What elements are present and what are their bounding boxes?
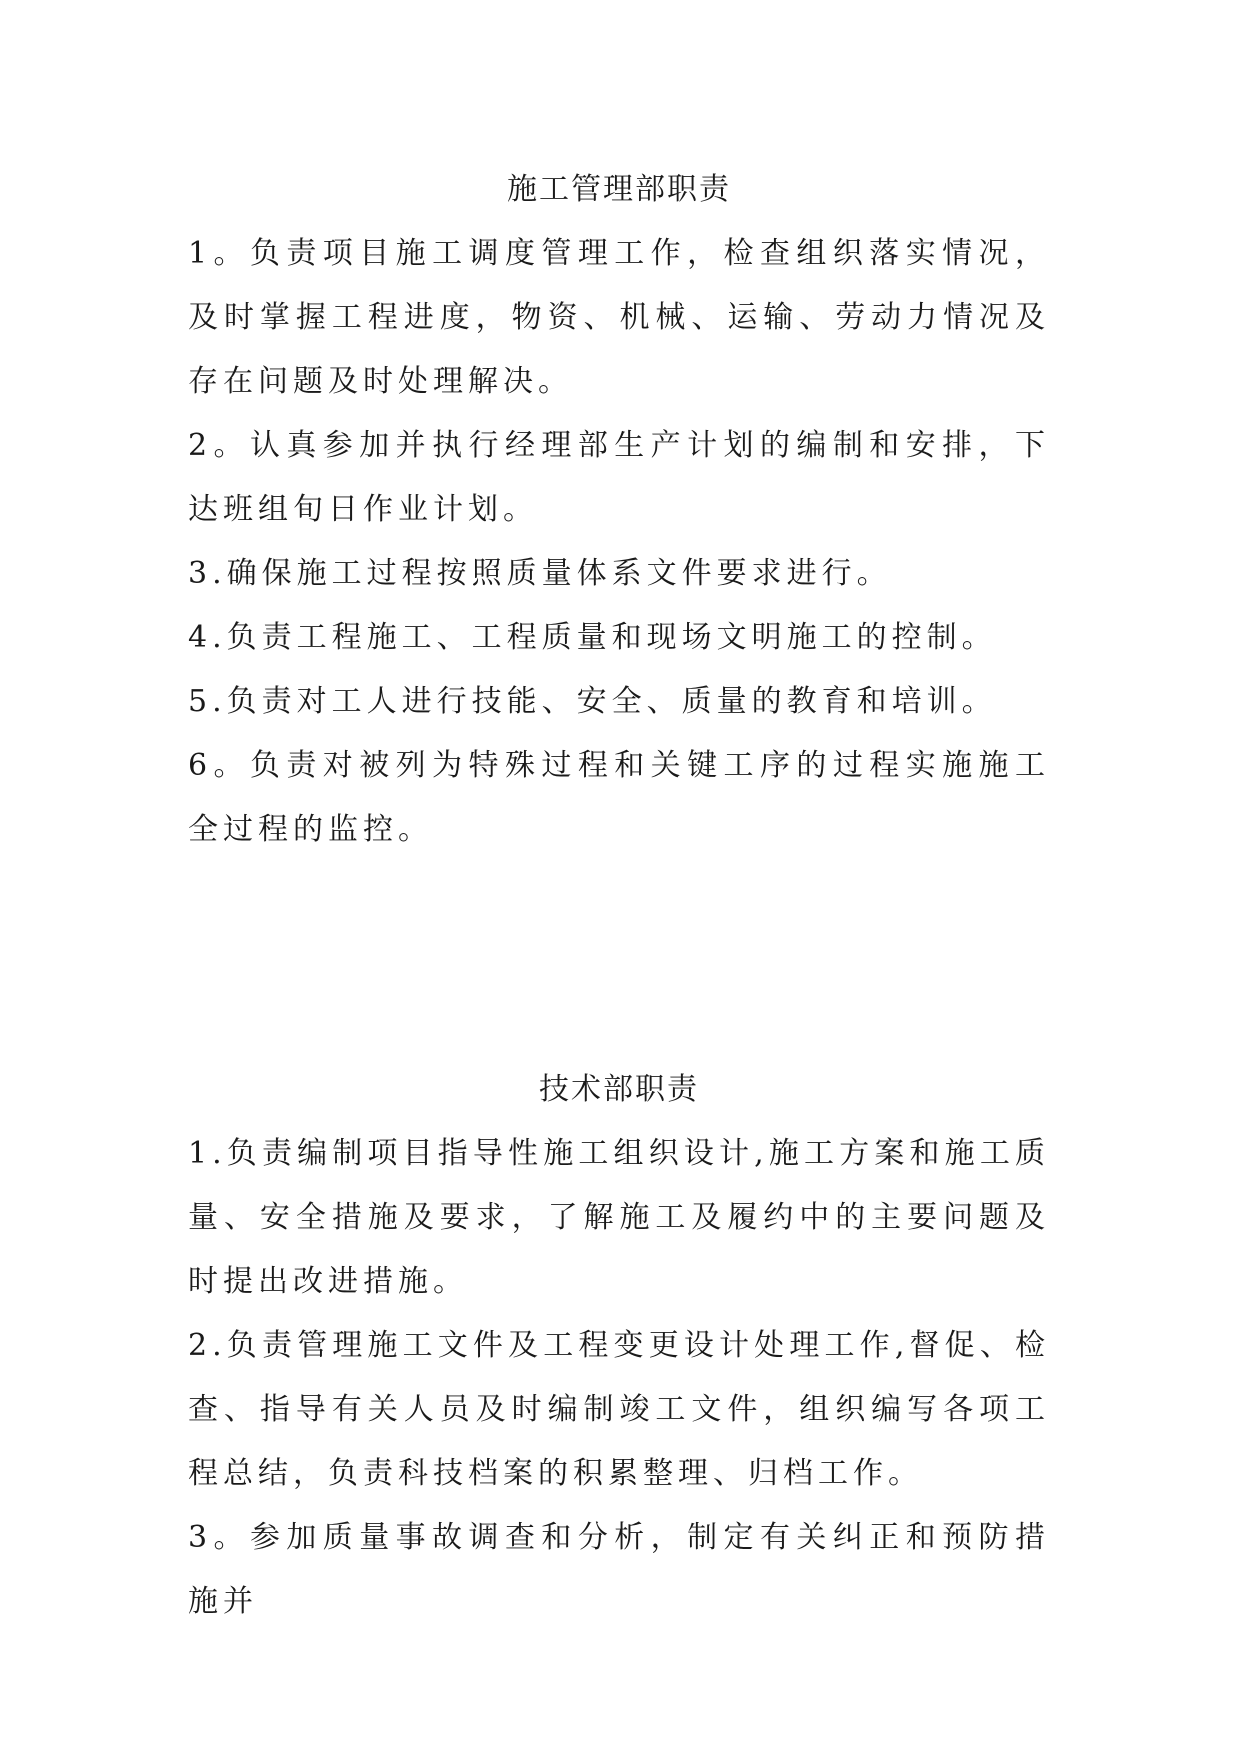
duty-item: 6。负责对被列为特殊过程和关键工序的过程实施施工全过程的监控。: [188, 748, 1050, 847]
section-title: 技术部职责: [539, 1072, 699, 1107]
section-title: 施工管理部职责: [507, 172, 731, 207]
duty-item: 1。负责项目施工调度管理工作，检查组织落实情况，及时掌握工程进度，物资、机械、运输、劳动力情况及存在问题及时处理解决。: [188, 236, 1050, 399]
duty-item: 3。参加质量事故调查和分析，制定有关纠正和预防措施并: [188, 1520, 1050, 1619]
duty-item: 1.负责编制项目指导性施工组织设计,施工方案和施工质量、安全措施及要求，了解施工及履约中的主要问题及时提出改进措施。: [188, 1136, 1050, 1299]
technical-department-section: [188, 1058, 1050, 1634]
duty-item: 4.负责工程施工、工程质量和现场文明施工的控制。: [188, 620, 997, 655]
duty-item: 3.确保施工过程按照质量体系文件要求进行。: [188, 556, 892, 591]
duty-item: 5.负责对工人进行技能、安全、质量的教育和培训。: [188, 684, 997, 719]
construction-management-section: [188, 158, 1050, 862]
duty-item: 2。认真参加并执行经理部生产计划的编制和安排，下达班组旬日作业计划。: [188, 428, 1050, 527]
duty-item: 2.负责管理施工文件及工程变更设计处理工作,督促、检查、指导有关人员及时编制竣工文件，组织编写各项工程总结，负责科技档案的积累整理、归档工作。: [188, 1328, 1050, 1491]
